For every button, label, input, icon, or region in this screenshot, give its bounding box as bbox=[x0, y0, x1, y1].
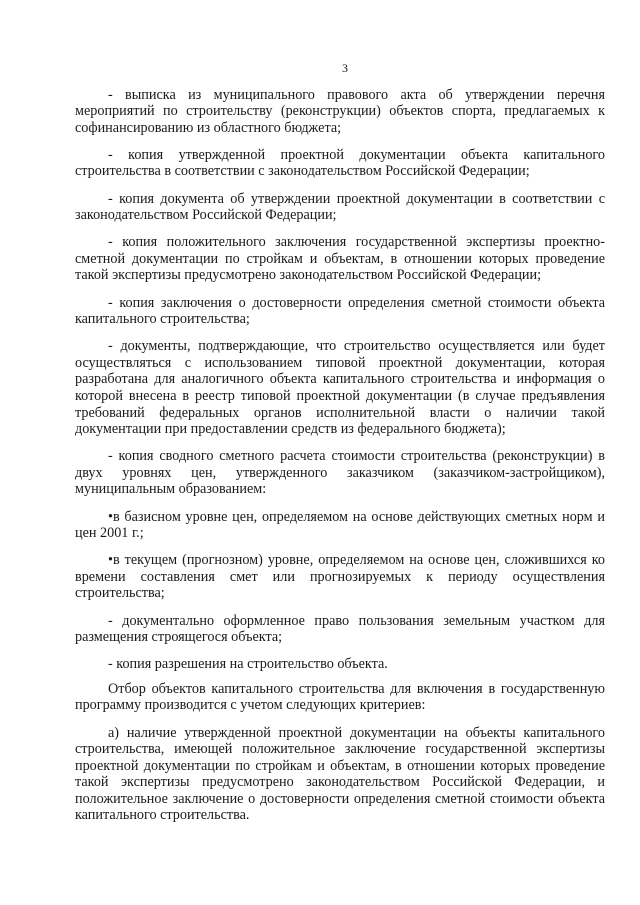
paragraph-cost-reliability: - копия заключения о достоверности определения сметной стоимости объекта капитального строительства; bbox=[75, 294, 605, 328]
paragraph-land-use-right: - документально оформленное право пользования земельным участком для размещения строящегося объекта; bbox=[75, 612, 605, 646]
page-number: 3 bbox=[342, 61, 348, 75]
paragraph-approved-project-docs: - копия утвержденной проектной документации объекта капитального строительства в соответствии с законодательством Российской Федерации; bbox=[75, 146, 605, 180]
paragraph-extract-municipal-act: - выписка из муниципального правового акта об утверждении перечня мероприятий по строительству (реконструкции) объектов спорта, предлагаемых к софинансированию из областного бюджета; bbox=[75, 86, 605, 136]
paragraph-approval-document: - копия документа об утверждении проектной документации в соответствии с законодательством Российской Федерации; bbox=[75, 190, 605, 224]
paragraph-typical-project-docs: - документы, подтверждающие, что строительство осуществляется или будет осуществляться с использованием типовой проектной документации, которая разработана для аналогичного объекта капитального строительства и информация о которой внесена в реестр типовой проектной документации (в случае предъявления требований федеральных органов исполнительной власти о наличии такой документации при предоставлении средств из федерального бюджета); bbox=[75, 338, 605, 438]
paragraph-selection-criteria: Отбор объектов капитального строительства для включения в государственную программу производится с учетом следующих критериев: bbox=[75, 680, 605, 714]
paragraph-state-expertise: - копия положительного заключения государственной экспертизы проектно-сметной документации по стройкам и объектам, в отношении которых проведение такой экспертизы предусмотрено законодательством Российской Федерации; bbox=[75, 234, 605, 284]
paragraph-summary-estimate: - копия сводного сметного расчета стоимости строительства (реконструкции) в двух уровнях цен, утвержденного заказчиком (заказчиком-застройщиком), муниципальным образованием: bbox=[75, 448, 605, 498]
paragraph-current-price-level: •в текущем (прогнозном) уровне, определяемом на основе цен, сложившихся ко времени составления смет или прогнозируемых к периоду осуществления строительства; bbox=[75, 552, 605, 602]
document-page bbox=[75, 60, 605, 835]
paragraph-criterion-a: а) наличие утвержденной проектной документации на объекты капитального строительства, имеющей положительное заключение государственной экспертизы проектной документации по стройкам и объектам, в отношении которых проведение такой экспертизы предусмотрено законодательством Российской Федерации, и положительное заключение о достоверности определения сметной стоимости объекта капитального строительства. bbox=[75, 724, 605, 824]
paragraph-base-price-level: •в базисном уровне цен, определяемом на основе действующих сметных норм и цен 2001 г.; bbox=[75, 508, 605, 542]
paragraph-building-permit: - копия разрешения на строительство объекта. bbox=[108, 656, 388, 673]
